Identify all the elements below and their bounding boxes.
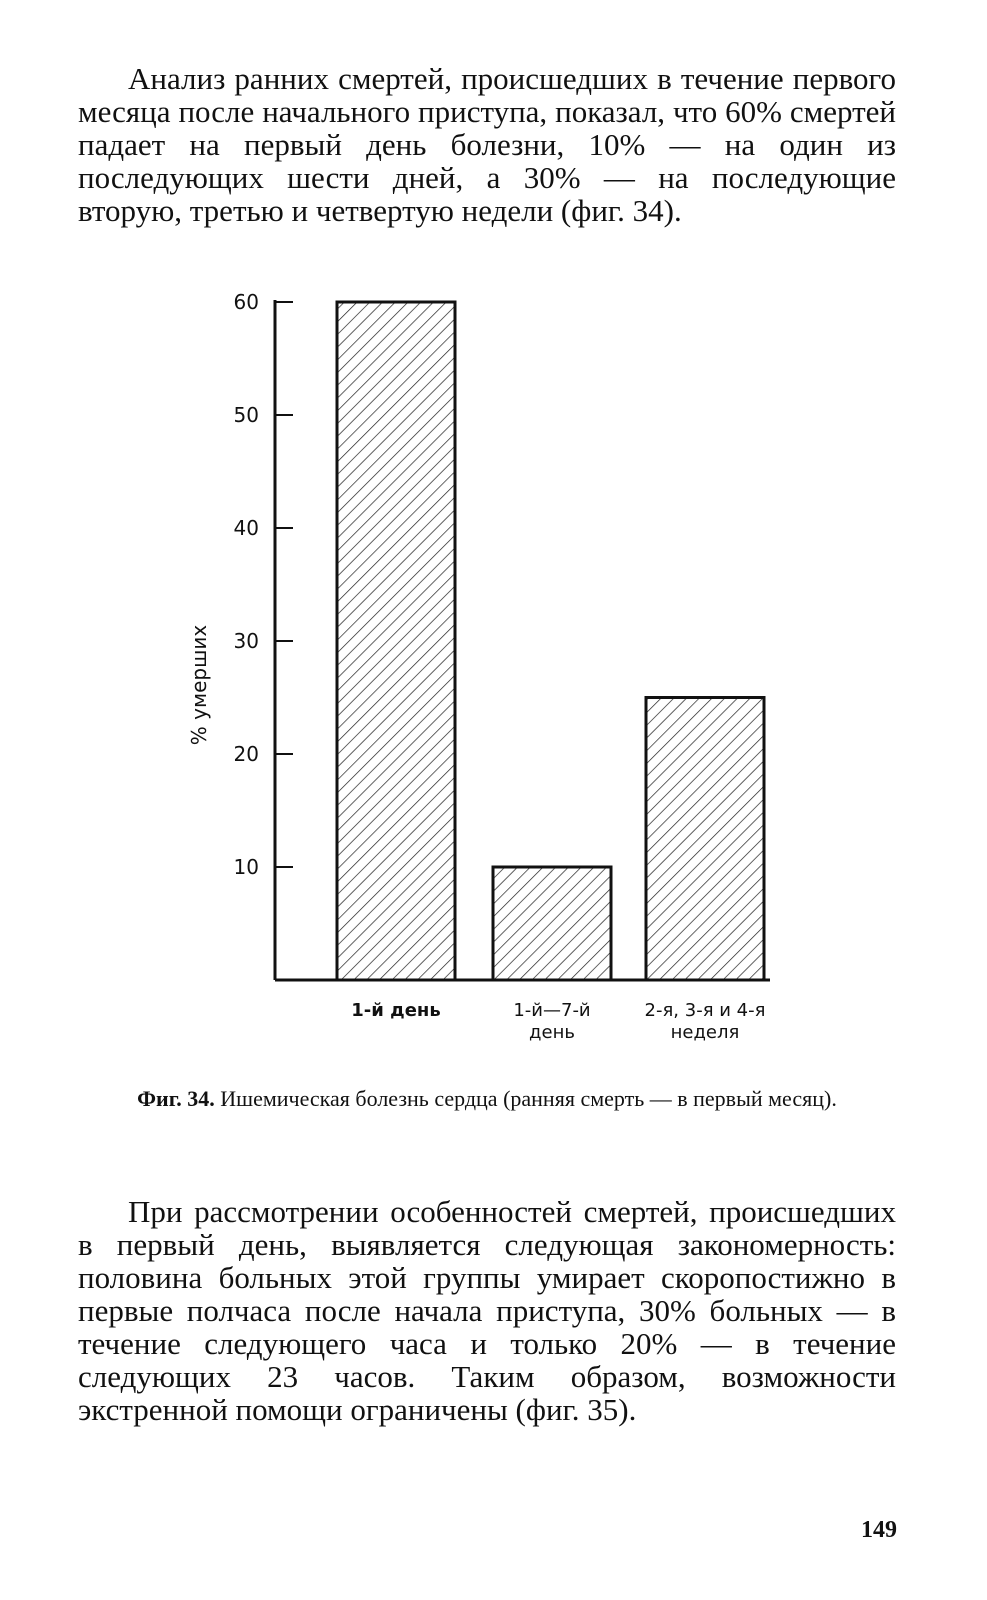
y-tick-label: 10 (233, 855, 259, 879)
bar (646, 698, 764, 981)
figure-caption-text: Ишемическая болезнь сердца (ранняя смерть — в первый месяц). (220, 1086, 837, 1111)
paragraph-intro (78, 62, 896, 227)
y-tick-label: 60 (233, 290, 259, 314)
x-category-label: 1-й—7-й (513, 1000, 591, 1021)
y-tick-label: 20 (233, 742, 259, 766)
paragraph-conclusion-text: При рассмотрении особенностей смертей, происшедших в первый день, выявляется следующая закономерность: половина больных этой группы умирает скоропостижно в первые полчаса после начала приступа, 30% больных — в течение следующего часа и только 20% — в течение следующих 23 часов. Таким образом, возможности экстренной помощи ограничены (фиг. 35). (78, 1194, 896, 1427)
page-number: 149 (861, 1517, 897, 1543)
figure-caption-label: Фиг. 34. (137, 1086, 215, 1111)
x-category-label: день (529, 1022, 575, 1043)
y-tick-label: 40 (233, 516, 259, 540)
x-category-label: 1-й день (351, 1000, 441, 1021)
paragraph-conclusion (78, 1195, 896, 1426)
x-category-label: неделя (670, 1022, 740, 1043)
paragraph-intro-text: Анализ ранних смертей, происшедших в течение первого месяца после начального приступа, показал, что 60% смертей падает на первый день болезни, 10% — на один из последующих шести дней, а 30% — на последующие вторую, третью и четвертую недели (фиг. 34). (78, 61, 896, 228)
y-tick-label: 30 (233, 629, 259, 653)
x-category-label: 2-я, 3-я и 4-я (644, 1000, 766, 1021)
y-tick-label: 50 (233, 403, 259, 427)
bar (493, 867, 611, 980)
bar (337, 302, 455, 980)
y-axis-title: % умерших (187, 624, 211, 746)
figure-caption (78, 1086, 896, 1111)
bar-chart (170, 285, 830, 1085)
